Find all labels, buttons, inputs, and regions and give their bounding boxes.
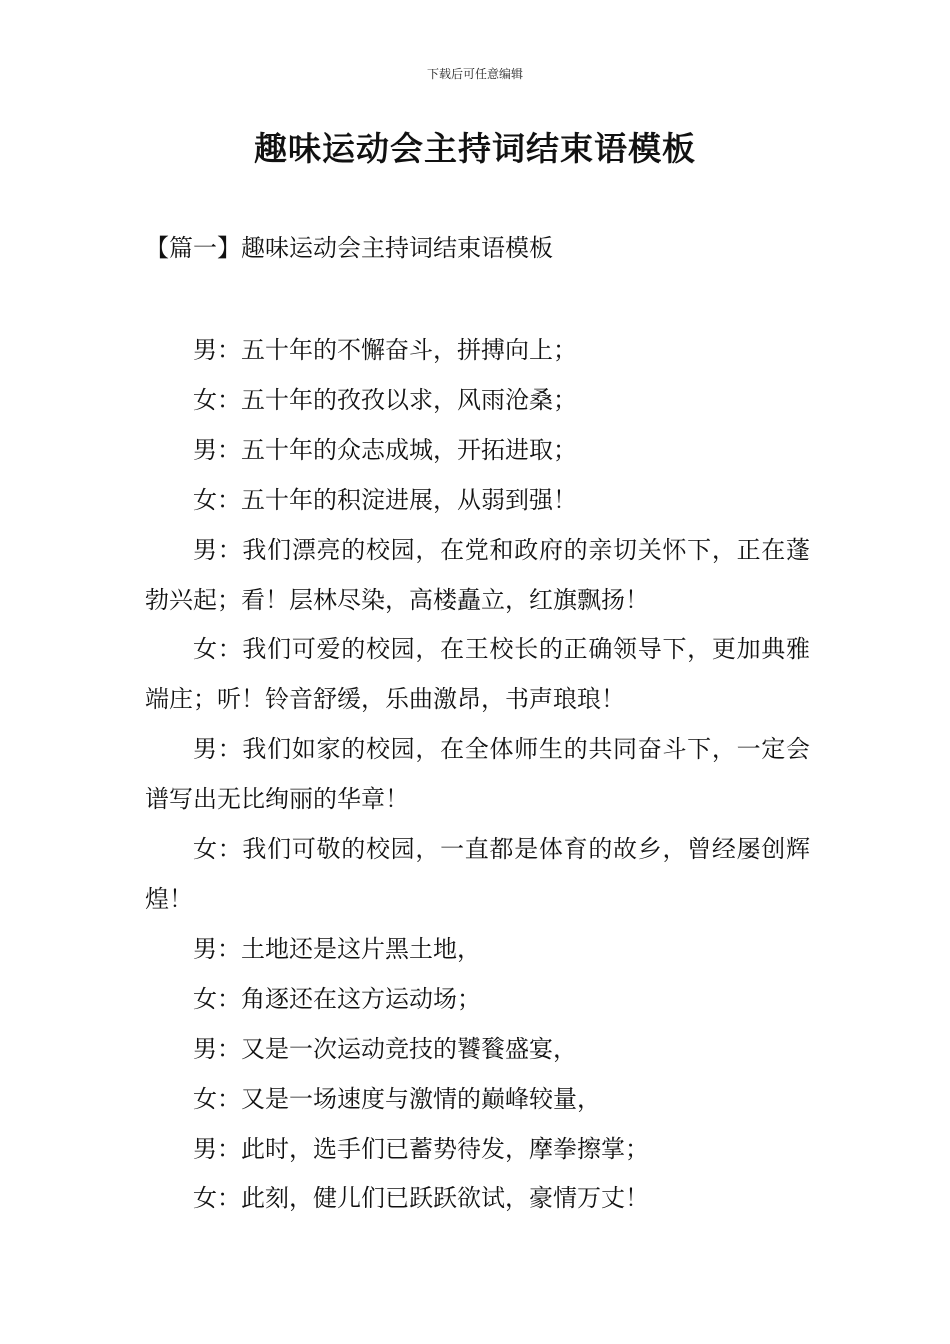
paragraph: 女：我们可爱的校园，在王校长的正确领导下，更加典雅端庄；听！铃音舒缓，乐曲激昂，书声琅琅！ [145,635,810,714]
paragraph: 男：我们如家的校园，在全体师生的共同奋斗下，一定会谱写出无比绚丽的华章！ [145,735,810,814]
section-heading: 【篇一】趣味运动会主持词结束语模板 [145,234,553,262]
paragraph: 男：此时，选手们已蓄势待发，摩拳擦掌； [193,1134,649,1163]
paragraph: 男：五十年的众志成城，开拓进取； [193,435,577,464]
paragraph: 男：五十年的不懈奋斗，拼搏向上； [193,336,577,364]
document-title: 趣味运动会主持词结束语模板 [254,129,696,168]
paragraph: 女：角逐还在这方运动场； [193,984,481,1013]
paragraph: 女：五十年的积淀进展，从弱到强！ [193,485,577,514]
paragraph: 女：又是一场速度与激情的巅峰较量， [193,1084,601,1113]
paragraph: 女：此刻，健儿们已跃跃欲试，豪情万丈！ [193,1184,649,1213]
paragraph: 女：我们可敬的校园，一直都是体育的故乡，曾经屡创辉煌！ [145,835,810,913]
paragraph: 男：土地还是这片黑土地， [193,934,481,963]
body-text [145,326,810,1224]
paragraph: 男：我们漂亮的校园，在党和政府的亲切关怀下，正在蓬勃兴起；看！层林尽染，高楼矗立，红旗飘扬！ [145,535,810,614]
paragraph: 女：五十年的孜孜以求，风雨沧桑； [193,385,577,414]
header-note: 下载后可任意编辑 [426,67,523,81]
paragraph: 男：又是一次运动竞技的饕餮盛宴， [193,1034,577,1063]
